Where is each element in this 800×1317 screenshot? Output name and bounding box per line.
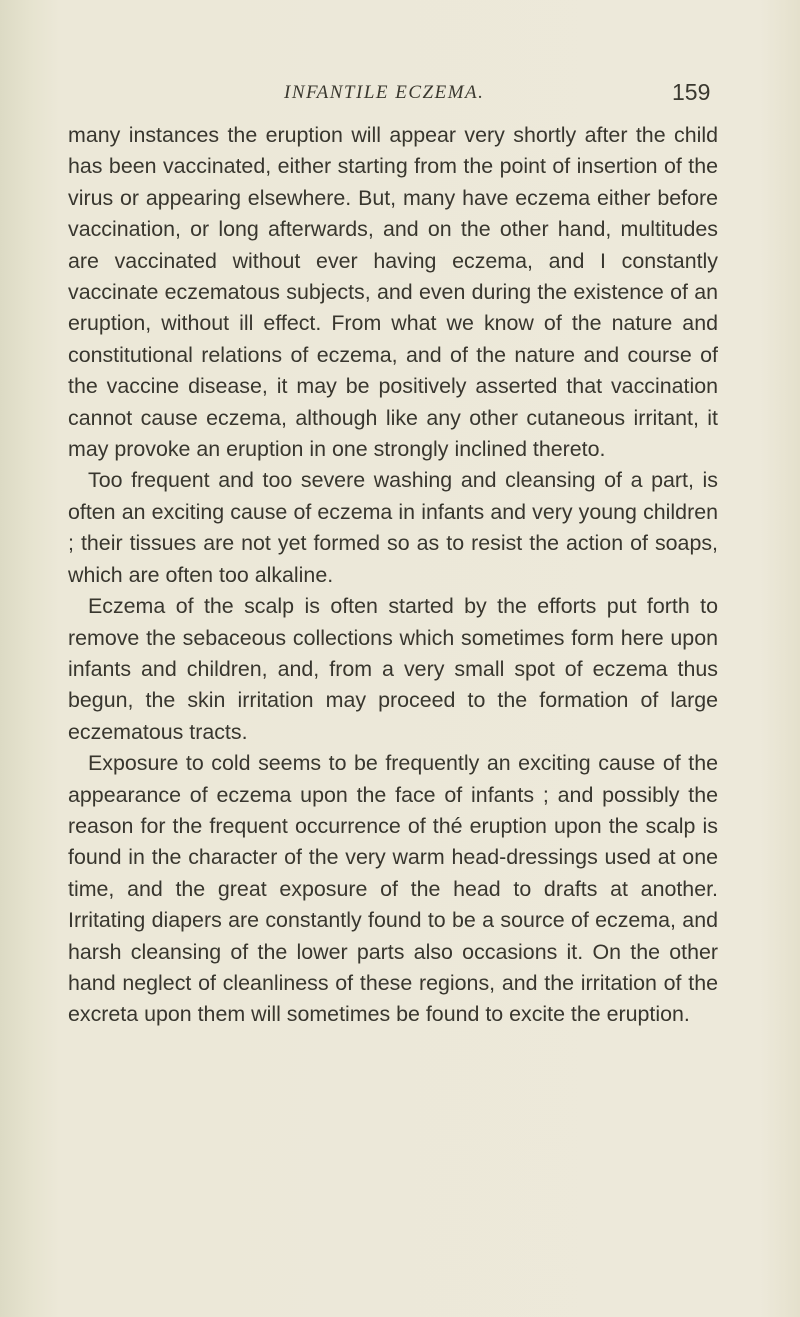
paragraph: Eczema of the scalp is often started by the efforts put forth to remove the sebaceous collections which sometimes form here upon infants and children, and, from a very small spot of eczema thus begun, the skin irritation may proceed to the formation of large eczematous tracts. [68, 594, 718, 744]
paragraph: many instances the eruption will appear very shortly after the child has been vaccinated, either starting from the point of insertion of the virus or appearing elsewhere. But, many have eczema either before vaccination, or long afterwards, and on the other hand, multitudes are vaccinated without ever having eczema, and I constantly vaccinate eczematous subjects, and even during the existence of an eruption, without ill effect. From what we know of the nature and constitutional relations of eczema, and of the nature and course of the vaccine disease, it may be positively asserted that vaccination cannot cause eczema, although like any other cutaneous irritant, it may provoke an eruption in one strongly inclined thereto. [68, 123, 718, 462]
page-header [0, 79, 800, 116]
paragraph: Exposure to cold seems to be frequently an exciting cause of the appearance of eczema upon the face of infants ; and possibly the reason for the frequent occurrence of thé eruption upon the scalp is found in the character of the very warm head-dressings used at one time, and the great exposure of the head to drafts at another. Irritating diapers are constantly found to be a source of eczema, and harsh cleansing of the lower parts also occasions it. On the other hand neglect of cleanliness of these regions, and the irritation of the excreta upon them will sometimes be found to excite the eruption. [68, 751, 718, 1027]
page-number: 159 [672, 79, 711, 105]
running-title: INFANTILE ECZEMA. [284, 82, 485, 103]
body-text [68, 120, 718, 1031]
paragraph: Too frequent and too severe washing and cleansing of a part, is often an exciting cause of eczema in infants and very young children ; their tissues are not yet formed so as to resist the action of soaps, which are often too alkaline. [68, 468, 718, 587]
